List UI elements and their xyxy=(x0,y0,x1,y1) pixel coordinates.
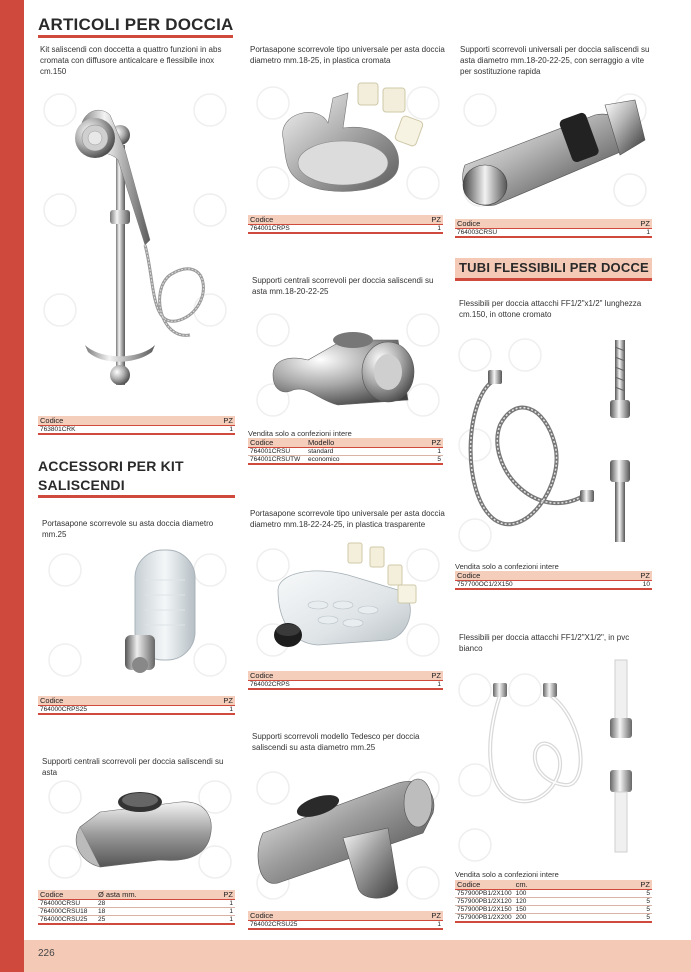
section-title-articoli: ARTICOLI PER DOCCIA xyxy=(38,15,238,35)
product-asta: 25 xyxy=(96,916,201,925)
header-pz: PZ xyxy=(615,571,652,581)
product-desc-kit: Kit saliscendi con doccetta a quattro funzioni in abs cromata con diffusore anticalcare e flessibile inox cm.150 xyxy=(40,45,222,76)
product-photo-kit xyxy=(40,90,235,410)
header-codice: Codice xyxy=(38,696,194,706)
note-confezioni: Vendita solo a confezioni intere xyxy=(455,870,559,879)
product-desc-supporti-universali: Supporti scorrevoli universali per doccia saliscendi su asta diametro mm.18-20-22-25, con serraggio a vite per sostituzione rapida xyxy=(460,45,650,76)
table-header-row xyxy=(455,571,652,581)
table-row xyxy=(455,581,652,590)
header-pz: PZ xyxy=(201,890,235,900)
header-codice: Codice xyxy=(455,219,606,229)
table-header-row xyxy=(455,219,652,229)
table-row xyxy=(455,229,652,238)
product-code: 764002CRSU25 xyxy=(248,921,402,930)
header-pz: PZ xyxy=(606,219,652,229)
product-photo-portasapone-kit xyxy=(40,540,235,690)
table-header-row xyxy=(248,438,443,448)
product-pz: 5 xyxy=(405,456,443,465)
table-row xyxy=(38,426,235,435)
product-code: 764003CRSU xyxy=(455,229,606,238)
table-header-row xyxy=(38,696,235,706)
section-title-accessori: ACCESSORI PER KIT SALISCENDI xyxy=(38,457,235,495)
note-confezioni: Vendita solo a confezioni intere xyxy=(248,429,352,438)
header-codice: Codice xyxy=(248,911,402,921)
header-pz: PZ xyxy=(194,696,235,706)
product-code: 764000CRSU xyxy=(38,900,96,908)
product-code: 757700OC1/2X150 xyxy=(455,581,615,590)
price-table-supporti-centrali xyxy=(248,438,443,465)
product-code: 764000CRSU25 xyxy=(38,916,96,925)
product-pz: 1 xyxy=(201,916,235,925)
product-pz: 1 xyxy=(397,225,443,234)
price-table-supporti-asta xyxy=(38,890,235,925)
table-row xyxy=(455,898,652,906)
note-confezioni: Vendita solo a confezioni intere xyxy=(455,562,559,571)
product-photo-supporti-tedesco xyxy=(248,758,443,906)
product-desc-flessibili-pvc: Flessibili per doccia attacchi FF1/2"X1/2", in pvc bianco xyxy=(459,633,630,653)
table-header-row xyxy=(248,671,443,681)
side-color-bar xyxy=(0,0,24,972)
header-pz: PZ xyxy=(405,438,443,448)
product-photo-supporti-centrali xyxy=(248,300,443,425)
header-pz: PZ xyxy=(184,416,235,426)
product-desc-portasapone-cromato: Portasapone scorrevole tipo universale per asta doccia diametro mm.18-25, in plastica cromata xyxy=(250,45,445,65)
price-table-supporti-tedesco xyxy=(248,911,443,930)
header-codice: Codice xyxy=(38,890,96,900)
product-code: 757900PB1/2X150 xyxy=(457,906,512,913)
product-code: 764001CRSU xyxy=(248,448,306,456)
header-pz: PZ xyxy=(397,671,443,681)
product-pz: 1 xyxy=(194,706,235,715)
table-row xyxy=(455,906,652,914)
product-pz: 1 xyxy=(397,681,443,690)
product-photo-supporti-asta xyxy=(40,772,235,884)
product-asta: 18 xyxy=(96,908,201,916)
header-codice: Codice xyxy=(248,215,397,225)
product-photo-flessibili-pvc xyxy=(455,650,652,865)
product-code: 757900PB1/2X120 xyxy=(457,898,512,905)
product-photo-flessibili-ottone xyxy=(455,335,652,555)
header-pz: PZ xyxy=(589,880,652,890)
product-pz: 10 xyxy=(615,581,652,590)
table-row xyxy=(248,448,443,456)
table-row xyxy=(38,916,235,925)
header-asta: Ø asta mm. xyxy=(96,890,201,900)
product-pz: 1 xyxy=(606,229,652,238)
product-desc-supporti-centrali: Supporti centrali scorrevoli per doccia saliscendi su asta mm.18-20-22-25 xyxy=(252,276,434,296)
price-table-flessibili-ottone xyxy=(455,571,652,590)
product-cm: 120 xyxy=(514,898,589,906)
header-codice: Codice xyxy=(38,416,184,426)
product-code: 757900PB1/2X100 xyxy=(457,890,512,897)
product-pz: 5 xyxy=(589,914,652,923)
product-code: 757900PB1/2X200 xyxy=(457,914,512,921)
table-row xyxy=(248,921,443,930)
product-photo-portasapone-trasparente xyxy=(248,535,443,665)
price-table-supporti-universali xyxy=(455,219,652,238)
table-row xyxy=(38,706,235,715)
product-code: 764000CRSU18 xyxy=(38,908,96,916)
table-header-row xyxy=(248,215,443,225)
header-pz: PZ xyxy=(397,215,443,225)
section-underline-accessori xyxy=(38,495,235,498)
product-desc-portasapone-kit: Portasapone scorrevole su asta doccia diametro mm.25 xyxy=(42,519,214,539)
header-cm: cm. xyxy=(514,880,589,890)
product-model: standard xyxy=(306,448,405,456)
table-row xyxy=(248,681,443,690)
product-cm: 150 xyxy=(514,906,589,914)
product-photo-portasapone-cromato xyxy=(248,68,443,208)
table-header-row xyxy=(38,416,235,426)
product-code: 764001CRPS xyxy=(248,225,397,234)
product-pz: 1 xyxy=(201,908,235,916)
table-row xyxy=(38,908,235,916)
product-desc-flessibili-ottone: Flessibili per doccia attacchi FF1/2"x1/2" lunghezza cm.150, in ottone cromato xyxy=(459,299,642,319)
product-cm: 200 xyxy=(514,914,589,923)
header-pz: PZ xyxy=(402,911,443,921)
price-table-portasapone-trasparente xyxy=(248,671,443,690)
product-code: 764002CRPS xyxy=(248,681,397,690)
product-code: 764000CRPS25 xyxy=(38,706,194,715)
price-table-flessibili-pvc xyxy=(455,880,652,923)
header-codice: Codice xyxy=(455,880,514,890)
product-pz: 1 xyxy=(184,426,235,435)
table-row xyxy=(455,914,652,923)
table-row xyxy=(38,900,235,908)
product-photo-supporti-universali xyxy=(455,80,652,215)
product-asta: 28 xyxy=(96,900,201,908)
product-pz: 1 xyxy=(201,900,235,908)
section-underline-tubi xyxy=(455,278,652,281)
product-desc-portasapone-trasparente: Portasapone scorrevole tipo universale per asta doccia diametro mm.18-22-24-25, in plastica trasparente xyxy=(250,509,445,529)
table-header-row xyxy=(38,890,235,900)
product-pz: 5 xyxy=(589,890,652,898)
product-pz: 5 xyxy=(589,898,652,906)
table-header-row xyxy=(248,911,443,921)
product-code: 763801CRK xyxy=(38,426,184,435)
product-cm: 100 xyxy=(514,890,589,898)
product-model: economico xyxy=(306,456,405,465)
price-table-portasapone-kit xyxy=(38,696,235,715)
header-codice: Codice xyxy=(248,438,306,448)
product-pz: 1 xyxy=(402,921,443,930)
page-number: 226 xyxy=(38,948,55,959)
header-codice: Codice xyxy=(455,571,615,581)
table-row xyxy=(248,225,443,234)
product-pz: 1 xyxy=(405,448,443,456)
table-header-row xyxy=(455,880,652,890)
table-row xyxy=(248,456,443,465)
product-desc-supporti-tedesco: Supporti scorrevoli modello Tedesco per doccia saliscendi su asta diametro mm.25 xyxy=(252,732,420,752)
product-pz: 5 xyxy=(589,906,652,914)
product-desc-supporti-asta: Supporti centrali scorrevoli per doccia saliscendi su asta xyxy=(42,757,224,777)
table-row xyxy=(455,890,652,898)
footer-bar xyxy=(24,940,691,972)
header-modello: Modello xyxy=(306,438,405,448)
section-title-tubi: TUBI FLESSIBILI PER DOCCE xyxy=(459,260,649,275)
price-table-portasapone-cromato xyxy=(248,215,443,234)
header-codice: Codice xyxy=(248,671,397,681)
price-table-kit xyxy=(38,416,235,435)
product-code: 764001CRSUTW xyxy=(248,456,306,465)
